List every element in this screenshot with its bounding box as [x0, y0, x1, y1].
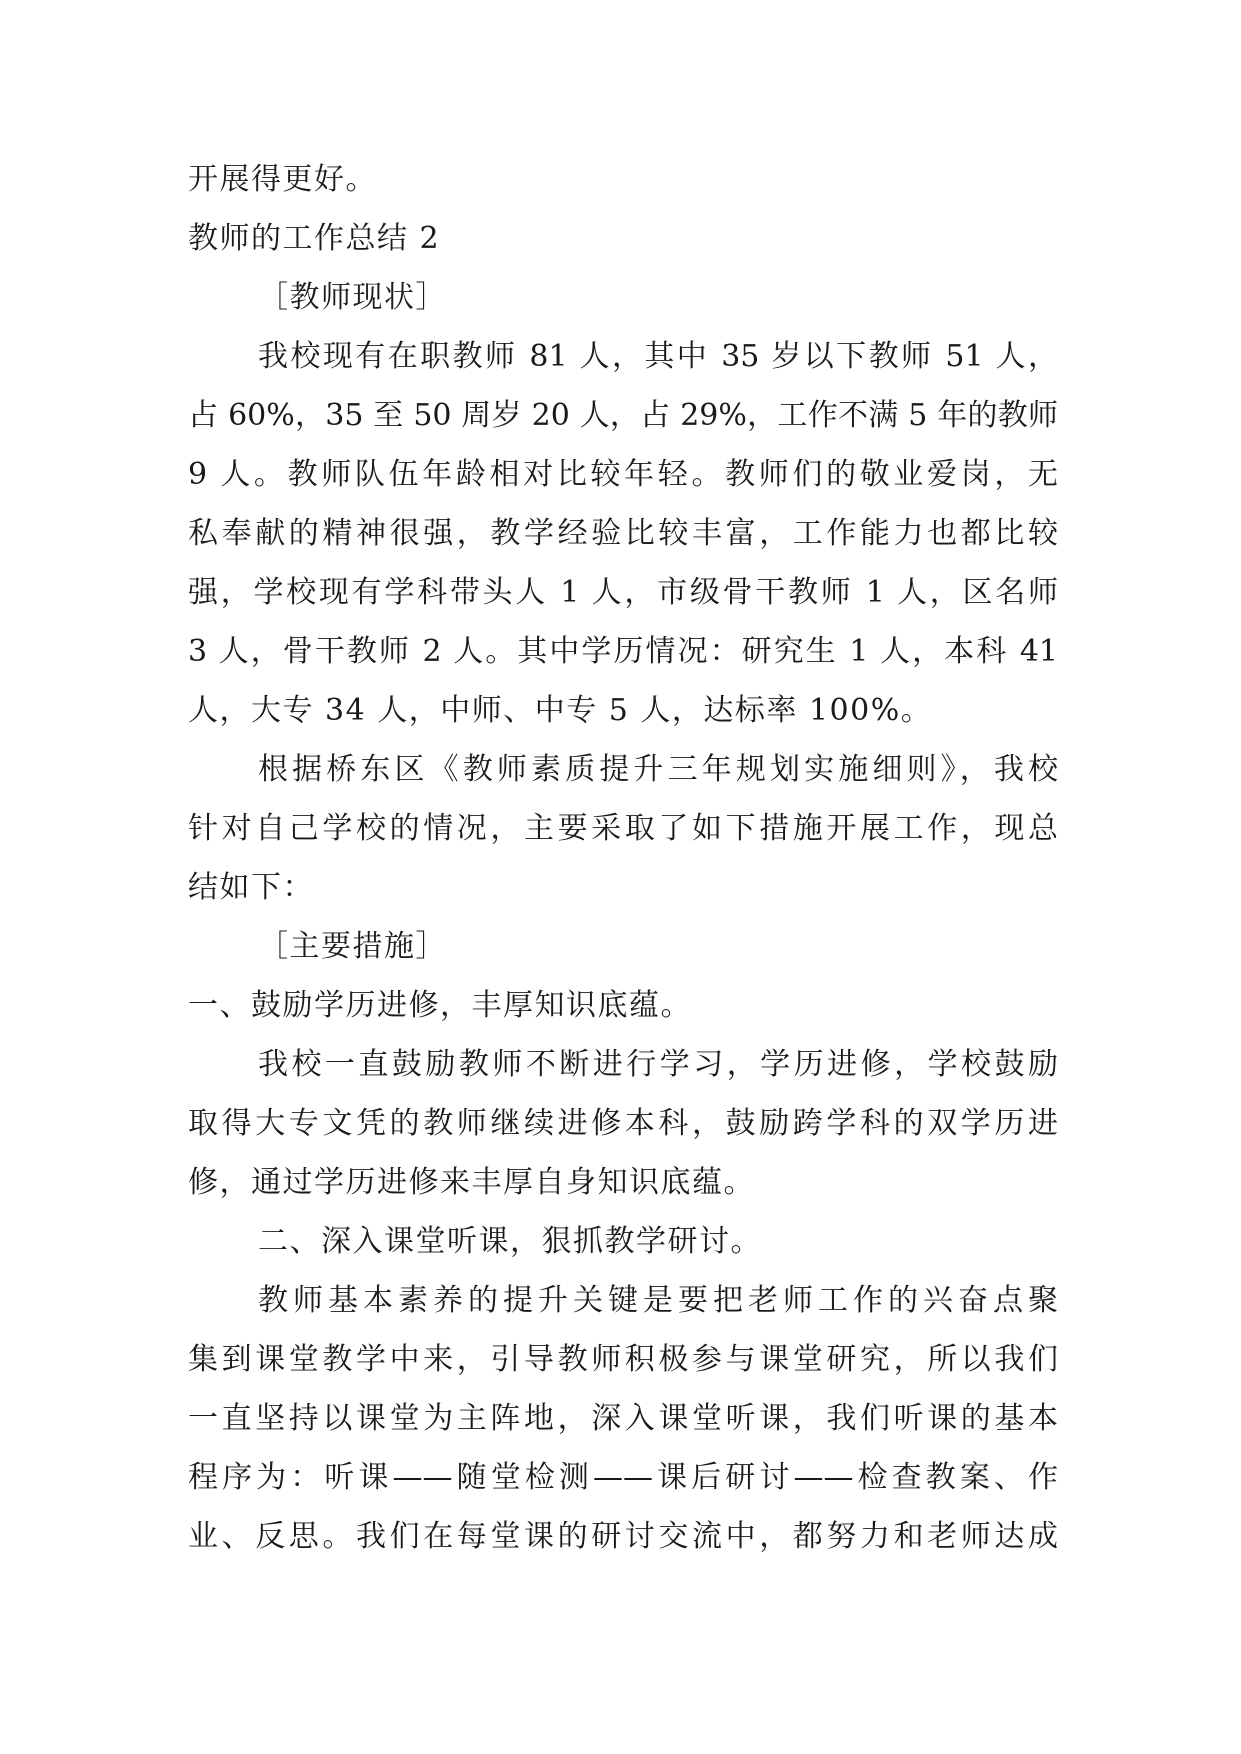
paragraph-line: 修，通过学历进修来丰厚自身知识底蕴。	[188, 1165, 755, 1200]
paragraph-line: 程序为：听课——随堂检测——课后研讨——检查教案、作	[188, 1460, 1058, 1495]
section-title: 教师的工作总结 2	[188, 221, 441, 256]
paragraph-line: 强，学校现有学科带头人 1 人，市级骨干教师 1 人，区名师	[188, 575, 1058, 610]
paragraph-line: 根据桥东区《教师素质提升三年规划实施细则》，我校	[258, 752, 1058, 787]
measure-heading-2: 二、深入课堂听课，狠抓教学研讨。	[258, 1224, 762, 1259]
document-page	[188, 150, 1058, 1566]
paragraph-line: 9 人。教师队伍年龄相对比较年轻。教师们的敬业爱岗，无	[188, 457, 1058, 492]
paragraph-line: 我校现有在职教师 81 人，其中 35 岁以下教师 51 人，	[258, 339, 1058, 374]
paragraph-line: 3 人，骨干教师 2 人。其中学历情况：研究生 1 人，本科 41	[188, 634, 1058, 669]
paragraph-line: 业、反思。我们在每堂课的研讨交流中，都努力和老师达成	[188, 1519, 1058, 1554]
paragraph-line: 人，大专 34 人，中师、中专 5 人，达标率 100%。	[188, 693, 933, 728]
paragraph-line: 我校一直鼓励教师不断进行学习，学历进修，学校鼓励	[258, 1047, 1058, 1082]
paragraph-line: 教师基本素养的提升关键是要把老师工作的兴奋点聚	[258, 1283, 1058, 1318]
paragraph-line: 占 60%，35 至 50 周岁 20 人，占 29%，工作不满 5 年的教师	[188, 398, 1058, 433]
paragraph-line: 结如下：	[188, 870, 314, 905]
paragraph-line: 取得大专文凭的教师继续进修本科，鼓励跨学科的双学历进	[188, 1106, 1058, 1141]
paragraph-line: 一直坚持以课堂为主阵地，深入课堂听课，我们听课的基本	[188, 1401, 1058, 1436]
measure-heading-1: 一、鼓励学历进修，丰厚知识底蕴。	[188, 988, 692, 1023]
paragraph-line: 针对自己学校的情况，主要采取了如下措施开展工作，现总	[188, 811, 1058, 846]
text-line: 开展得更好。	[188, 162, 377, 197]
paragraph-line: 私奉献的精神很强，教学经验比较丰富，工作能力也都比较	[188, 516, 1058, 551]
paragraph-line: 集到课堂教学中来，引导教师积极参与课堂研究，所以我们	[188, 1342, 1058, 1377]
subheading-main-measures: ［主要措施］	[258, 929, 447, 964]
subheading-teacher-status: ［教师现状］	[258, 280, 447, 315]
